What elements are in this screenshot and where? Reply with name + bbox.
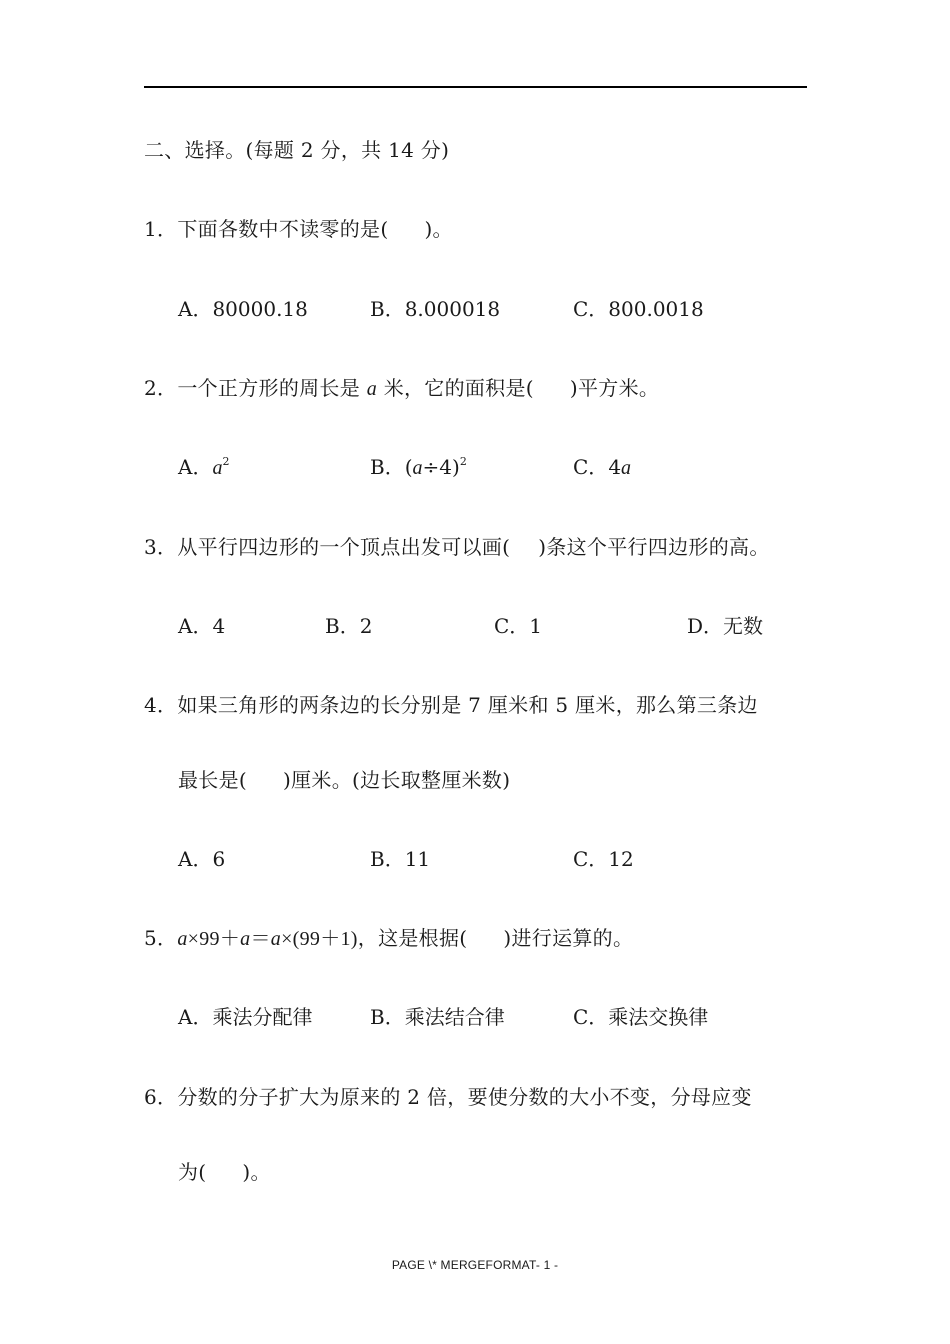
question-1 xyxy=(144,216,453,242)
question-5-text-b: )进行运算的。 xyxy=(503,926,634,950)
question-6-text-b: 为( xyxy=(178,1160,207,1184)
q2-option-a-label: A． xyxy=(178,455,213,479)
question-1-text-a: 下面各数中不读零的是( xyxy=(177,217,389,241)
expr-part-1: ×99＋ xyxy=(187,928,241,950)
question-6-line-2 xyxy=(178,1159,271,1185)
question-4-text-a: 如果三角形的两条边的长分别是 7 厘米和 5 厘米，那么第三条边 xyxy=(177,693,758,717)
expr-part-3: ×(99＋1) xyxy=(281,928,358,950)
question-2-number: 2． xyxy=(144,376,178,400)
q2-option-b[interactable] xyxy=(370,454,467,481)
question-2-text-a: 一个正方形的周长是 xyxy=(177,376,361,400)
question-2-text-b: 米，它的面积是( xyxy=(383,376,534,400)
q4-option-b[interactable]: B．11 xyxy=(370,847,431,871)
header-rule xyxy=(144,86,807,88)
q2-option-c-label: C． xyxy=(573,455,609,479)
question-3-text-b: )条这个平行四边形的高。 xyxy=(538,535,770,559)
question-6 xyxy=(144,1084,752,1110)
question-5 xyxy=(144,925,633,952)
q2-option-a[interactable] xyxy=(178,454,229,481)
question-2-text-c: )平方米。 xyxy=(569,376,660,400)
expr-var-1: a xyxy=(177,928,188,950)
q2-option-a-var: a xyxy=(212,457,223,479)
question-6-text-c: )。 xyxy=(242,1160,271,1184)
question-4-text-c: )厘米。(边长取整厘米数) xyxy=(283,768,511,792)
q3-option-a[interactable]: A．4 xyxy=(178,614,226,638)
expr-part-2: ＝ xyxy=(250,926,271,950)
q1-option-b[interactable]: B．8.000018 xyxy=(370,297,501,321)
q1-option-c[interactable]: C．800.0018 xyxy=(573,297,704,321)
question-2 xyxy=(144,375,659,402)
q5-option-c[interactable]: C．乘法交换律 xyxy=(573,1005,709,1029)
question-6-number: 6． xyxy=(144,1085,178,1109)
q5-option-a[interactable]: A．乘法分配律 xyxy=(178,1005,313,1029)
page-footer: PAGE \* MERGEFORMAT- 1 - xyxy=(391,1258,559,1272)
question-4 xyxy=(144,692,758,718)
question-6-text-a: 分数的分子扩大为原来的 2 倍，要使分数的大小不变，分母应变 xyxy=(177,1085,752,1109)
question-4-line-2 xyxy=(178,767,510,793)
q2-option-b-open: ( xyxy=(404,455,413,479)
question-1-number: 1． xyxy=(144,217,178,241)
question-3 xyxy=(144,534,770,560)
q5-option-b[interactable]: B．乘法结合律 xyxy=(370,1005,505,1029)
variable-a: a xyxy=(366,378,378,400)
section-title: 二、选择。(每题 2 分，共 14 分) xyxy=(144,138,450,162)
q2-option-b-label: B． xyxy=(370,455,405,479)
question-3-text-a: 从平行四边形的一个顶点出发可以画( xyxy=(177,535,511,559)
q3-option-b[interactable]: B．2 xyxy=(325,614,373,638)
q3-option-d[interactable]: D．无数 xyxy=(687,614,764,638)
q4-option-a[interactable]: A．6 xyxy=(178,847,226,871)
q2-option-c[interactable] xyxy=(573,454,631,481)
question-4-text-b: 最长是( xyxy=(178,768,248,792)
question-4-number: 4． xyxy=(144,693,178,717)
q2-option-a-exponent: 2 xyxy=(222,455,230,468)
q2-option-c-num: 4 xyxy=(608,455,622,479)
q1-option-a[interactable]: A．80000.18 xyxy=(178,297,308,321)
question-5-text-a: ，这是根据( xyxy=(357,926,468,950)
q2-option-b-exponent: 2 xyxy=(459,455,467,468)
q2-option-c-var: a xyxy=(621,457,632,479)
question-3-number: 3． xyxy=(144,535,178,559)
question-1-text-b: )。 xyxy=(424,217,453,241)
question-5-number: 5． xyxy=(144,926,178,950)
q4-option-c[interactable]: C．12 xyxy=(573,847,634,871)
q2-option-b-var: a xyxy=(412,457,423,479)
expr-var-3: a xyxy=(270,928,282,950)
q3-option-c[interactable]: C．1 xyxy=(494,614,543,638)
expr-var-2: a xyxy=(240,928,251,950)
q2-option-b-rest: ÷4) xyxy=(422,455,460,479)
question-5-expression xyxy=(177,926,357,950)
